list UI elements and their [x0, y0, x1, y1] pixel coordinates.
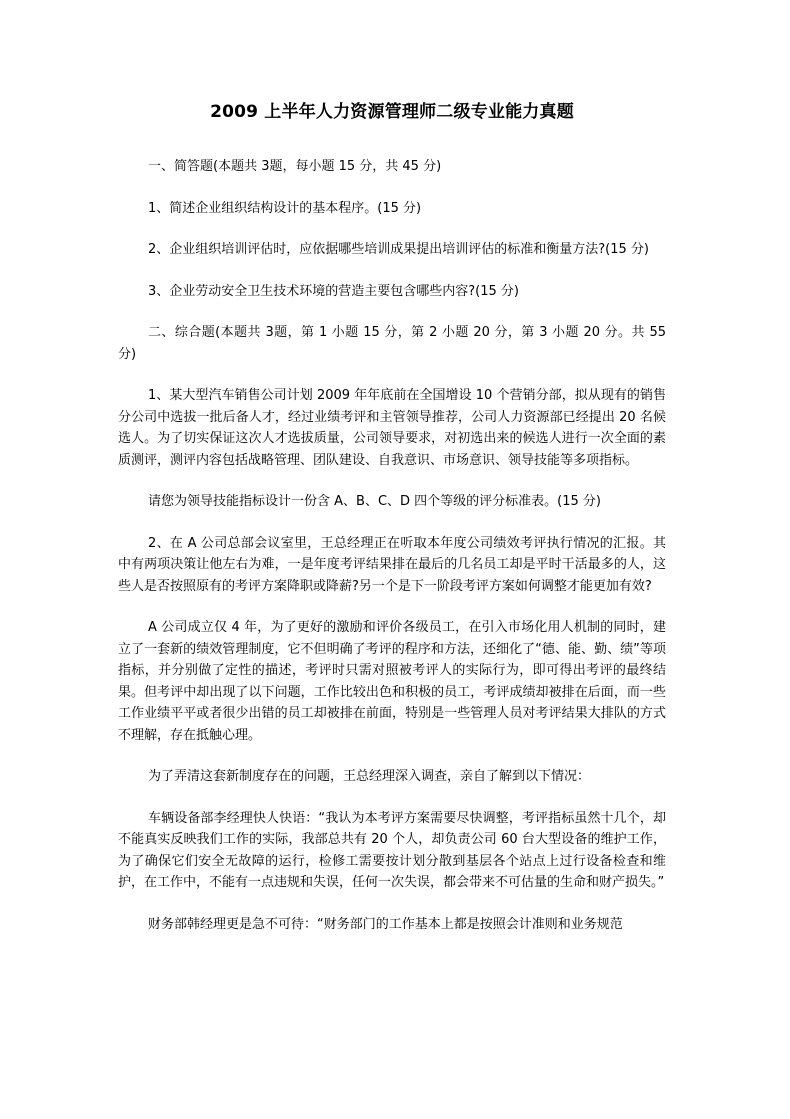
question-2-1-task: 请您为领导技能指标设计一份含 A、B、C、D 四个等级的评分标准表。(15 分) — [148, 494, 601, 509]
section-two-heading: 二、综合题(本题共 3题，第 1 小题 15 分，第 2 小题 20 分，第 3 小题 20 分。共 55 分) — [118, 325, 666, 362]
question-1-1: 1、简述企业组织结构设计的基本程序。(15 分) — [148, 200, 422, 216]
question-2-2-investigation: 为了弄清这套新制度存在的问题，王总经理深入调查，亲自了解到以下情况： — [148, 769, 591, 784]
question-2-1-case: 1、某大型汽车销售公司计划 2009 年年底前在全国增设 10 个营销分部，拟从现有的销售分公司中选拔一批后备人才，经过业绩考评和主管领导推荐，公司人力资源部已经提出 20 名候选人。为了切实保证这次人才选拔质量，公司领导要求，对初选出来的候选人进行一次全面的素质测评，测评内容包括战略管理、团队建设、自我意识、市场意识、领导技能等多项指标。 — [118, 388, 666, 468]
question-2-2-intro: 2、在 A 公司总部会议室里，王总经理正在听取本年度公司绩效考评执行情况的汇报。其中有两项决策让他左右为难，一是年度考评结果排在最后的几名员工却是平时干活最多的人，这些人是否按照原有的考评方案降职或降薪?另一个是下一阶段考评方案如何调整才能更加有效? — [118, 535, 666, 594]
section-one-heading: 一、简答题(本题共 3题，每小题 15 分，共 45 分) — [148, 159, 442, 174]
question-1-3: 3、企业劳动安全卫生技术环境的营造主要包含哪些内容?(15 分) — [148, 283, 519, 299]
document-title: 2009 上半年人力资源管理师二级专业能力真题 — [210, 102, 574, 122]
question-2-2-vehicle-dept-quote: 车辆设备部李经理快人快语：“我认为本考评方案需要尽快调整，考评指标虽然十几个，却不能真实反映我们工作的实际，我部总共有 20 个人，却负责公司 60 台大型设备的维护工作，为了确保它们安全无故障的运行，检修工需要按计划分散到基层各个站点上过行设备检查和维护，在工作中，不能有一点违规和失误，任何一次失误，都会带来不可估量的生命和财产损失。” — [118, 810, 666, 890]
question-2-2-finance-dept-quote: 财务部韩经理更是急不可待：“财务部门的工作基本上都是按照会计准则和业务规范 — [148, 916, 623, 932]
question-2-2-background: A 公司成立仅 4 年，为了更好的激励和评价各级员工，在引入市场化用人机制的同时，建立了一套新的绩效管理制度，它不但明确了考评的程序和方法，还细化了“德、能、勤、绩”等项指标，并分别做了定性的描述，考评时只需对照被考评人的实际行为，即可得出考评的最终结果。但考评中却出现了以下问题，工作比较出色和积极的员工，考评成绩却被排在后面，而一些工作业绩平平或者很少出错的员工却被排在前面，特别是一些管理人员对考评结果大排队的方式不理解，存在抵触心理。 — [118, 620, 666, 743]
question-1-2: 2、企业组织培训评估时，应依据哪些培训成果提出培训评估的标准和衡量方法?(15 分) — [148, 242, 649, 257]
document-page — [118, 100, 666, 955]
